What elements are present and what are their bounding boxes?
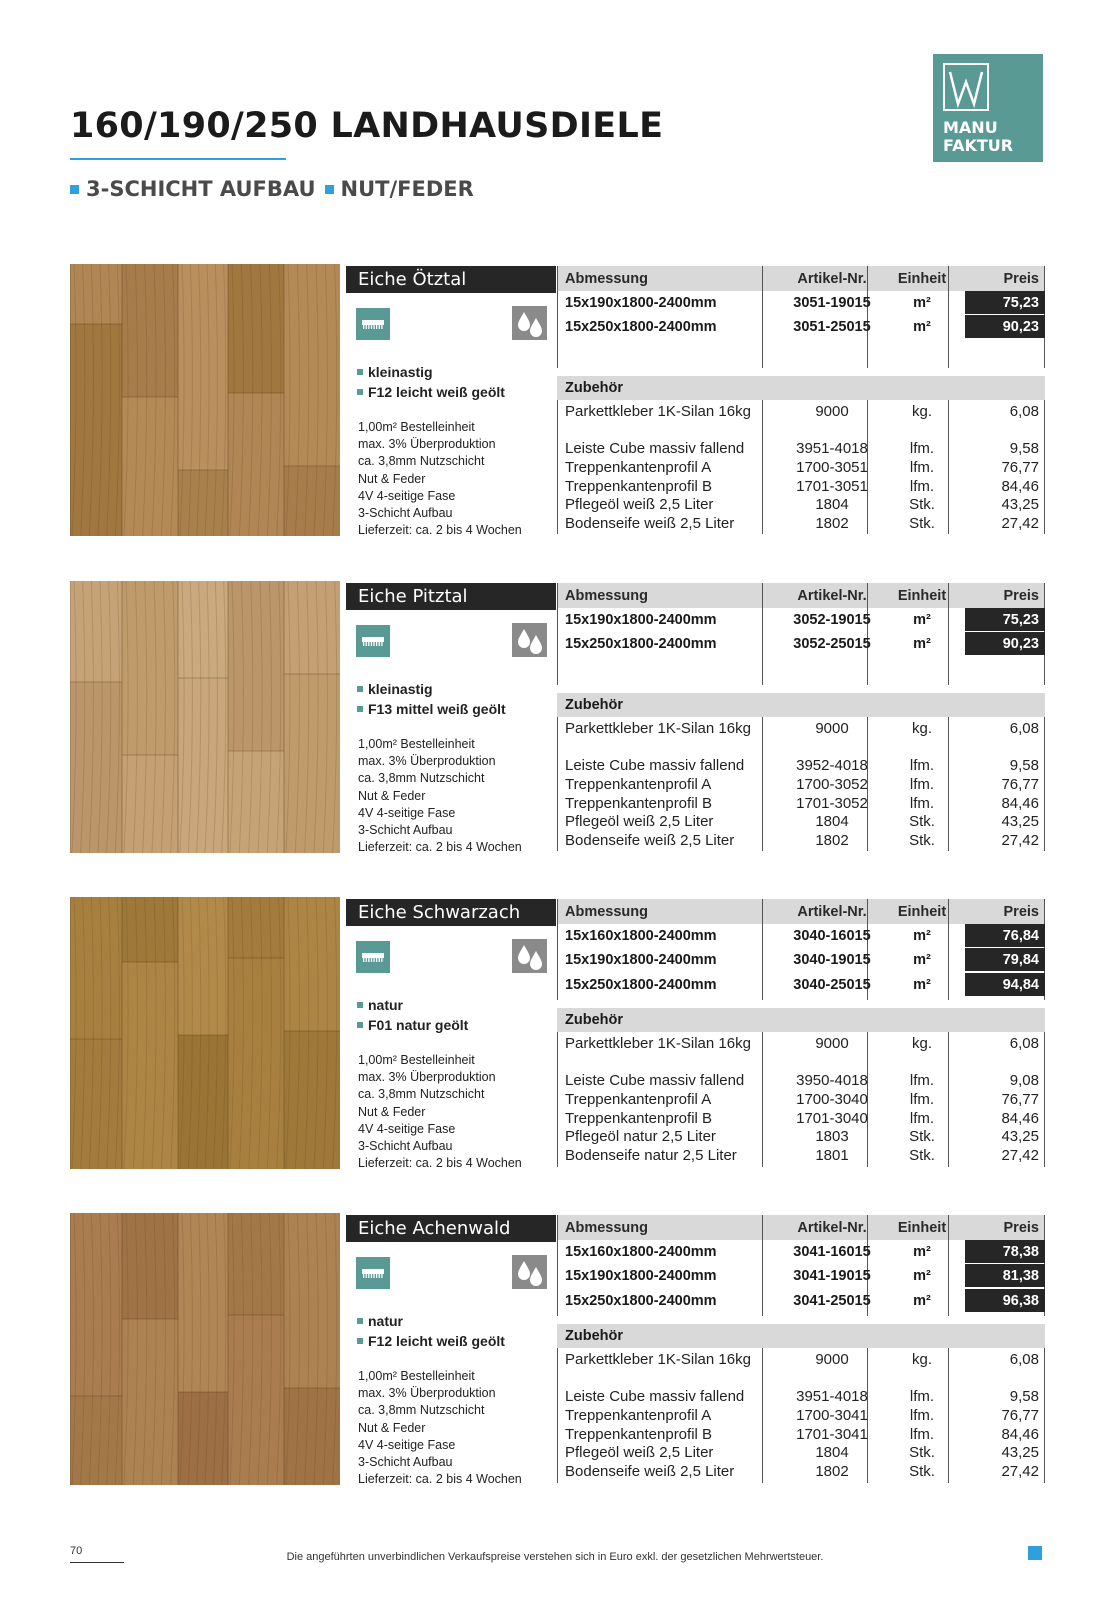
accessory-price: 43,25: [1001, 496, 1039, 513]
spec-line: 1,00m² Bestelleinheit: [358, 1369, 475, 1383]
accessory-name: Leiste Cube massiv fallend: [565, 440, 745, 457]
col-unit: Einheit: [897, 904, 947, 920]
feature-label: natur: [368, 1313, 403, 1329]
accessory-price: 43,25: [1001, 1128, 1039, 1145]
spec-line: Lieferzeit: ca. 2 bis 4 Wochen: [358, 1472, 522, 1487]
accessory-price: 27,42: [1001, 514, 1039, 532]
accessory-name: Treppenkantenprofil A: [565, 1407, 712, 1424]
logo-line: MANU: [943, 118, 998, 137]
price-row: [557, 1240, 1045, 1264]
accessory-unit: lfm.: [909, 794, 935, 812]
price-cell: 96,38: [965, 1289, 1045, 1312]
unit-cell: m²: [913, 1268, 931, 1285]
feature-item: [357, 1313, 403, 1329]
col-article: Artikel-Nr.: [797, 904, 867, 920]
manufaktur-logo: [933, 54, 1043, 162]
accessory-price: 9,58: [1009, 1388, 1039, 1405]
accessory-price: 43,25: [1001, 813, 1039, 830]
footer-note: Die angeführten unverbindlichen Verkaufspreise verstehen sich in Euro exkl. der gesetzlichen Mehrwertsteuer.: [286, 1551, 824, 1563]
accessory-price: 84,46: [1001, 477, 1039, 495]
page-title: 160/190/250 LANDHAUSDIELE: [70, 106, 664, 146]
col-dimension: Abmessung: [565, 904, 648, 920]
accessory-unit: Stk.: [909, 1128, 935, 1145]
article-cell: 3041-19015: [793, 1268, 871, 1285]
accessory-price: 27,42: [1001, 831, 1039, 849]
accessory-article: 3952-4018: [796, 757, 868, 774]
spec-line: Lieferzeit: ca. 2 bis 4 Wochen: [358, 840, 522, 855]
accessory-name: Leiste Cube massiv fallend: [565, 1388, 745, 1405]
bullet-icon: [357, 706, 363, 712]
accessory-price: 9,58: [1009, 757, 1039, 774]
accessory-name: Bodenseife natur 2,5 Liter: [565, 1146, 737, 1164]
accessory-article: 1804: [815, 496, 849, 513]
col-price: Preis: [1003, 588, 1039, 604]
accessories-header: [557, 376, 1045, 400]
accessory-name: Pflegeöl weiß 2,5 Liter: [565, 1444, 714, 1461]
bullet-icon: [357, 1022, 363, 1028]
subtitle-part: NUT/FEDER: [340, 177, 474, 201]
dimension-cell: 15x250x1800-2400mm: [565, 636, 717, 653]
dimension-cell: 15x250x1800-2400mm: [565, 319, 717, 336]
accessory-name: Parkettkleber 1K-Silan 16kg: [565, 720, 751, 737]
accessory-price: 27,42: [1001, 1462, 1039, 1480]
accessory-name: Treppenkantenprofil B: [565, 1425, 713, 1443]
accessory-name: Parkettkleber 1K-Silan 16kg: [565, 403, 751, 420]
accessory-price: 9,58: [1009, 440, 1039, 457]
price-cell: 75,23: [965, 291, 1045, 314]
feature-item: [357, 997, 403, 1013]
accessory-article: 3951-4018: [796, 1388, 868, 1405]
accessory-row: [557, 1109, 1045, 1128]
product-name: Eiche Schwarzach: [346, 899, 556, 926]
accessory-name: Leiste Cube massiv fallend: [565, 757, 745, 774]
accessory-price: 76,77: [1001, 776, 1039, 793]
unit-cell: m²: [913, 1292, 931, 1309]
accessory-price: 76,77: [1001, 459, 1039, 476]
feature-item: [357, 364, 433, 380]
feature-label: natur: [368, 997, 403, 1013]
glue-comb-icon: [356, 308, 390, 340]
accessory-name: Leiste Cube massiv fallend: [565, 1072, 745, 1089]
article-cell: 3041-16015: [793, 1244, 871, 1260]
accessory-row: [557, 756, 1045, 775]
price-cell: 78,38: [965, 1240, 1045, 1263]
accessory-unit: Stk.: [909, 1146, 935, 1164]
accessory-row: [557, 794, 1045, 813]
dimension-cell: 15x250x1800-2400mm: [565, 1292, 717, 1309]
feature-item: [357, 384, 505, 400]
unit-cell: m²: [913, 952, 931, 969]
accessory-unit: Stk.: [909, 514, 935, 532]
unit-cell: m²: [913, 295, 931, 311]
bullet-icon: [357, 686, 363, 692]
subtitle-part: 3-SCHICHT AUFBAU: [86, 177, 316, 201]
accessory-name: Bodenseife weiß 2,5 Liter: [565, 1462, 735, 1480]
accessory-price: 27,42: [1001, 1146, 1039, 1164]
water-drops-icon: [512, 623, 547, 657]
accessory-unit: kg.: [911, 1035, 932, 1052]
spec-line: Nut & Feder: [358, 1104, 426, 1119]
product-name: Eiche Achenwald: [346, 1215, 556, 1242]
accessory-unit: Stk.: [909, 1444, 935, 1461]
spec-list: [358, 419, 522, 539]
col-price: Preis: [1003, 271, 1039, 287]
feature-item: [357, 701, 506, 717]
accessory-unit: lfm.: [909, 477, 935, 495]
accessory-article: 1803: [815, 1128, 849, 1145]
accessory-article: 1701-3051: [796, 477, 868, 495]
accessory-name: Bodenseife weiß 2,5 Liter: [565, 831, 735, 849]
accessories-header: [557, 693, 1045, 717]
logo-line: FAKTUR: [943, 136, 1014, 155]
unit-cell: m²: [913, 636, 931, 653]
accessory-price: 6,08: [1009, 1035, 1039, 1052]
title-underline: [70, 158, 286, 160]
accessory-row: [557, 1071, 1045, 1090]
accessory-article: 3950-4018: [796, 1072, 868, 1089]
wood-sample-image: [70, 581, 340, 853]
price-row: [557, 973, 1045, 997]
spec-line: 1,00m² Bestelleinheit: [358, 420, 475, 434]
accessory-unit: lfm.: [909, 1407, 935, 1424]
spec-line: max. 3% Überproduktion: [358, 437, 496, 452]
page-subtitle: [70, 177, 474, 201]
accessory-unit: kg.: [911, 720, 932, 737]
accessory-price: 6,08: [1009, 403, 1039, 420]
page-number: 70: [70, 1545, 83, 1557]
price-cell: 75,23: [965, 608, 1045, 631]
accessory-name: Treppenkantenprofil B: [565, 794, 713, 812]
accessory-unit: lfm.: [909, 1425, 935, 1443]
col-unit: Einheit: [897, 1220, 947, 1236]
accessory-row: [557, 1406, 1045, 1425]
accessory-row: [557, 1127, 1045, 1146]
dimension-cell: 15x190x1800-2400mm: [565, 612, 717, 628]
article-cell: 3040-25015: [793, 976, 871, 993]
accessory-article: 3951-4018: [796, 440, 868, 457]
dimension-cell: 15x190x1800-2400mm: [565, 295, 717, 311]
product-name: Eiche Pitztal: [346, 583, 556, 610]
accessory-row: [557, 477, 1045, 496]
feature-label: F01 natur geölt: [368, 1017, 469, 1033]
price-table-header: [557, 1215, 1045, 1240]
col-unit: Einheit: [897, 588, 947, 604]
accessories-label: Zubehör: [565, 697, 623, 713]
accessory-article: 1700-3040: [796, 1091, 868, 1108]
accessory-name: Treppenkantenprofil B: [565, 477, 713, 495]
accessory-unit: Stk.: [909, 496, 935, 513]
accessory-name: Pflegeöl natur 2,5 Liter: [565, 1128, 716, 1145]
spec-line: ca. 3,8mm Nutzschicht: [358, 771, 485, 786]
feature-label: kleinastig: [368, 364, 433, 380]
dimension-cell: 15x190x1800-2400mm: [565, 1268, 717, 1285]
accessory-price: 84,46: [1001, 1109, 1039, 1127]
accessory-row: [557, 495, 1045, 514]
unit-cell: m²: [913, 928, 931, 944]
price-cell: 90,23: [965, 632, 1045, 655]
spec-line: 4V 4-seitige Fase: [358, 805, 456, 820]
feature-label: kleinastig: [368, 681, 433, 697]
spec-line: 1,00m² Bestelleinheit: [358, 737, 475, 751]
glue-comb-icon: [356, 625, 390, 657]
price-row: [557, 924, 1045, 948]
spec-line: Nut & Feder: [358, 471, 426, 486]
accessory-row: [557, 1387, 1045, 1406]
accessory-unit: Stk.: [909, 813, 935, 830]
feature-label: F12 leicht weiß geölt: [368, 384, 505, 400]
accessory-article: 1700-3041: [796, 1407, 868, 1424]
accessory-unit: lfm.: [909, 1091, 935, 1108]
spec-line: 4V 4-seitige Fase: [358, 488, 456, 503]
bullet-icon: [357, 1318, 363, 1324]
bullet-icon: [357, 369, 363, 375]
accessory-article: 9000: [815, 1035, 849, 1052]
accessory-row: [557, 1034, 1045, 1053]
accessory-name: Treppenkantenprofil A: [565, 776, 712, 793]
accessory-row: [557, 775, 1045, 794]
accessory-row: [557, 812, 1045, 831]
accessory-unit: kg.: [911, 1351, 932, 1368]
spec-line: 4V 4-seitige Fase: [358, 1121, 456, 1136]
accessory-unit: lfm.: [909, 1109, 935, 1127]
dimension-cell: 15x160x1800-2400mm: [565, 1244, 717, 1260]
accessory-article: 1804: [815, 813, 849, 830]
accessories-label: Zubehör: [565, 1328, 623, 1344]
price-row: [557, 632, 1045, 656]
unit-cell: m²: [913, 612, 931, 628]
w-logo-icon: [942, 62, 990, 112]
bullet-square-icon: [325, 185, 334, 194]
accessory-article: 1802: [815, 514, 849, 532]
bullet-icon: [357, 1002, 363, 1008]
dimension-cell: 15x190x1800-2400mm: [565, 952, 717, 969]
spec-line: 3-Schicht Aufbau: [358, 506, 453, 521]
accessory-price: 6,08: [1009, 1351, 1039, 1368]
price-cell: 90,23: [965, 315, 1045, 338]
accessory-article: 1701-3040: [796, 1109, 868, 1127]
accessory-name: Bodenseife weiß 2,5 Liter: [565, 514, 735, 532]
accessory-unit: Stk.: [909, 1462, 935, 1480]
accessory-row: [557, 439, 1045, 458]
price-table-header: [557, 266, 1045, 291]
bullet-square-icon: [70, 185, 79, 194]
accessory-article: 1701-3052: [796, 794, 868, 812]
accessory-name: Pflegeöl weiß 2,5 Liter: [565, 813, 714, 830]
price-row: [557, 608, 1045, 632]
price-table-header: [557, 583, 1045, 608]
accessory-row: [557, 402, 1045, 421]
spec-line: 3-Schicht Aufbau: [358, 823, 453, 838]
product-block: [70, 264, 1045, 536]
price-cell: 79,84: [965, 948, 1045, 971]
accessory-article: 9000: [815, 1351, 849, 1368]
accessory-unit: lfm.: [909, 757, 935, 774]
glue-comb-icon: [356, 941, 390, 973]
accessory-price: 43,25: [1001, 1444, 1039, 1461]
accessory-price: 76,77: [1001, 1091, 1039, 1108]
water-drops-icon: [512, 306, 547, 340]
spec-line: max. 3% Überproduktion: [358, 1386, 496, 1401]
wood-sample-image: [70, 897, 340, 1169]
article-cell: 3040-19015: [793, 952, 871, 969]
product-block: [70, 897, 1045, 1169]
spec-line: Nut & Feder: [358, 788, 426, 803]
col-unit: Einheit: [897, 271, 947, 287]
accessory-row: [557, 719, 1045, 738]
water-drops-icon: [512, 1255, 547, 1289]
price-row: [557, 315, 1045, 339]
price-cell: 94,84: [965, 973, 1045, 996]
accessory-row: [557, 831, 1045, 850]
price-table-header: [557, 899, 1045, 924]
col-price: Preis: [1003, 904, 1039, 920]
accessory-row: [557, 1090, 1045, 1109]
feature-label: F12 leicht weiß geölt: [368, 1333, 505, 1349]
spec-line: ca. 3,8mm Nutzschicht: [358, 1087, 485, 1102]
spec-list: [358, 1052, 522, 1172]
wood-sample-image: [70, 264, 340, 536]
accessories-label: Zubehör: [565, 380, 623, 396]
accessory-name: Pflegeöl weiß 2,5 Liter: [565, 496, 714, 513]
article-cell: 3052-19015: [793, 612, 871, 628]
accessory-row: [557, 1462, 1045, 1481]
spec-list: [358, 1368, 522, 1488]
spec-line: Nut & Feder: [358, 1420, 426, 1435]
accessory-price: 6,08: [1009, 720, 1039, 737]
accessory-row: [557, 1146, 1045, 1165]
unit-cell: m²: [913, 976, 931, 993]
feature-item: [357, 681, 433, 697]
spec-line: 3-Schicht Aufbau: [358, 1139, 453, 1154]
accessory-price: 76,77: [1001, 1407, 1039, 1424]
product-block: [70, 581, 1045, 853]
accessory-name: Parkettkleber 1K-Silan 16kg: [565, 1035, 751, 1052]
water-drops-icon: [512, 939, 547, 973]
accessory-article: 1700-3051: [796, 459, 868, 476]
accessories-header: [557, 1008, 1045, 1032]
col-dimension: Abmessung: [565, 588, 648, 604]
accessory-article: 1804: [815, 1444, 849, 1461]
col-price: Preis: [1003, 1220, 1039, 1236]
bullet-icon: [357, 389, 363, 395]
col-dimension: Abmessung: [565, 271, 648, 287]
accessory-row: [557, 514, 1045, 533]
price-cell: 81,38: [965, 1264, 1045, 1287]
accessory-name: Treppenkantenprofil B: [565, 1109, 713, 1127]
spec-line: ca. 3,8mm Nutzschicht: [358, 454, 485, 469]
unit-cell: m²: [913, 1244, 931, 1260]
dimension-cell: 15x250x1800-2400mm: [565, 976, 717, 993]
article-cell: 3040-16015: [793, 928, 871, 944]
accessory-unit: Stk.: [909, 831, 935, 849]
accessories-label: Zubehör: [565, 1012, 623, 1028]
article-cell: 3051-25015: [793, 319, 871, 336]
spec-line: max. 3% Überproduktion: [358, 1070, 496, 1085]
accessory-article: 1802: [815, 831, 849, 849]
col-article: Artikel-Nr.: [797, 271, 867, 287]
accessories-header: [557, 1324, 1045, 1348]
bullet-icon: [357, 1338, 363, 1344]
price-row: [557, 948, 1045, 972]
accessory-row: [557, 1350, 1045, 1369]
price-row: [557, 1289, 1045, 1313]
accessory-article: 9000: [815, 403, 849, 420]
accessory-unit: lfm.: [909, 1072, 935, 1089]
accessory-name: Parkettkleber 1K-Silan 16kg: [565, 1351, 751, 1368]
accessory-article: 9000: [815, 720, 849, 737]
accessory-price: 9,08: [1009, 1072, 1039, 1089]
unit-cell: m²: [913, 319, 931, 336]
accessory-unit: lfm.: [909, 440, 935, 457]
product-name: Eiche Ötztal: [346, 266, 556, 293]
accessory-article: 1802: [815, 1462, 849, 1480]
accessory-unit: kg.: [911, 403, 932, 420]
price-row: [557, 291, 1045, 315]
footer-square-icon: [1028, 1546, 1042, 1560]
accessory-article: 1801: [815, 1146, 849, 1164]
accessory-price: 84,46: [1001, 1425, 1039, 1443]
spec-line: Lieferzeit: ca. 2 bis 4 Wochen: [358, 523, 522, 538]
feature-item: [357, 1017, 468, 1033]
price-cell: 76,84: [965, 924, 1045, 947]
price-row: [557, 1264, 1045, 1288]
article-cell: 3041-25015: [793, 1292, 871, 1309]
accessory-row: [557, 1425, 1045, 1444]
article-cell: 3051-19015: [793, 295, 871, 311]
spec-line: 1,00m² Bestelleinheit: [358, 1053, 475, 1067]
accessory-name: Treppenkantenprofil A: [565, 1091, 712, 1108]
accessory-name: Treppenkantenprofil A: [565, 459, 712, 476]
spec-line: 4V 4-seitige Fase: [358, 1437, 456, 1452]
accessory-unit: lfm.: [909, 459, 935, 476]
dimension-cell: 15x160x1800-2400mm: [565, 928, 717, 944]
accessory-article: 1700-3052: [796, 776, 868, 793]
spec-line: 3-Schicht Aufbau: [358, 1455, 453, 1470]
feature-label: F13 mittel weiß geölt: [368, 701, 506, 717]
product-block: [70, 1213, 1045, 1485]
glue-comb-icon: [356, 1257, 390, 1289]
accessory-unit: lfm.: [909, 776, 935, 793]
accessory-row: [557, 458, 1045, 477]
feature-item: [357, 1333, 505, 1349]
spec-line: max. 3% Überproduktion: [358, 754, 496, 769]
spec-line: ca. 3,8mm Nutzschicht: [358, 1403, 485, 1418]
spec-list: [358, 736, 522, 856]
accessory-unit: lfm.: [909, 1388, 935, 1405]
accessory-row: [557, 1443, 1045, 1462]
spec-line: Lieferzeit: ca. 2 bis 4 Wochen: [358, 1156, 522, 1171]
col-article: Artikel-Nr.: [797, 588, 867, 604]
accessory-price: 84,46: [1001, 794, 1039, 812]
col-dimension: Abmessung: [565, 1220, 648, 1236]
accessory-article: 1701-3041: [796, 1425, 868, 1443]
col-article: Artikel-Nr.: [797, 1220, 867, 1236]
article-cell: 3052-25015: [793, 636, 871, 653]
wood-sample-image: [70, 1213, 340, 1485]
